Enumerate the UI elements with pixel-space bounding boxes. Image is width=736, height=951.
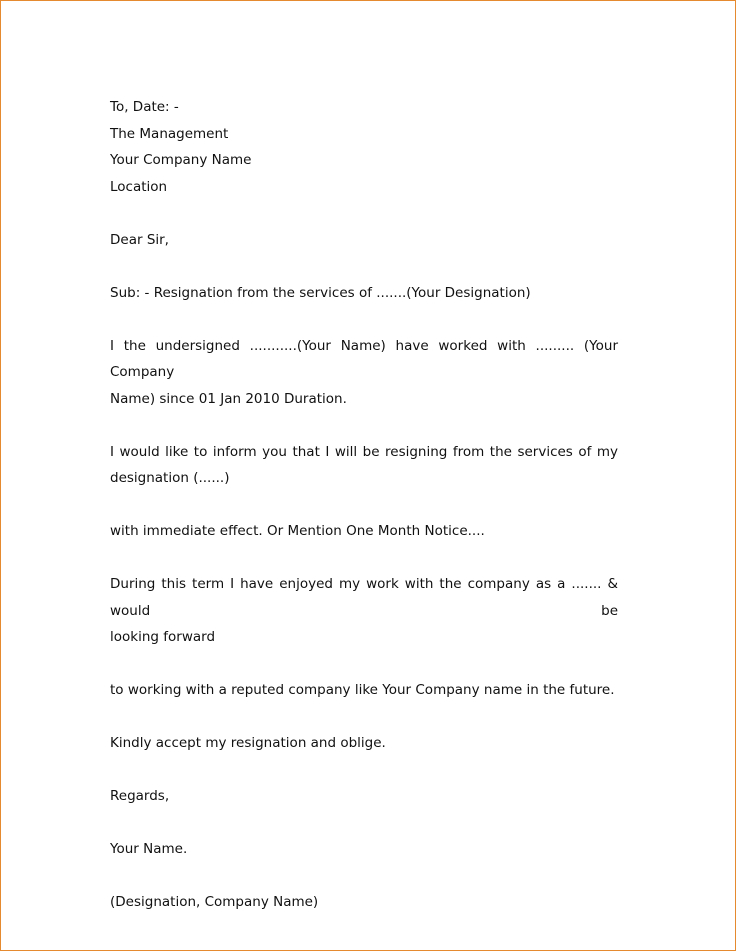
paragraph-line: looking forward: [110, 629, 216, 645]
to-date-line: To, Date: -: [110, 99, 179, 115]
paragraph-accept: Kindly accept my resignation and oblige.: [110, 735, 386, 751]
paragraph-undersigned: [110, 333, 618, 413]
paragraph-line: designation (......): [110, 470, 230, 486]
company-line: Your Company Name: [110, 152, 252, 168]
paragraph-inform: [110, 439, 618, 492]
signature-name: Your Name.: [110, 841, 188, 857]
subject-line: Sub: - Resignation from the services of .......(Your Designation): [110, 284, 531, 301]
salutation: Dear Sir,: [110, 231, 169, 248]
signature-title: (Designation, Company Name): [110, 894, 319, 910]
paragraph-line: I would like to inform you that I will be resigning from the services of my: [110, 443, 618, 460]
location-line: Location: [110, 178, 168, 195]
paragraph-line: I the undersigned ...........(Your Name) have worked with ......... (Your Company: [110, 337, 618, 380]
paragraph-future: to working with a reputed company like Your Company name in the future.: [110, 682, 615, 698]
paragraph-term: [110, 571, 618, 651]
closing: Regards,: [110, 788, 170, 804]
paragraph-line: Name) since 01 Jan 2010 Duration.: [110, 390, 347, 407]
addressee-line: The Management: [110, 125, 229, 142]
paragraph-line: During this term I have enjoyed my work with the company as a ....... & would be: [110, 576, 618, 619]
paragraph-effect: with immediate effect. Or Mention One Month Notice....: [110, 523, 485, 539]
letter-body: [110, 94, 618, 916]
